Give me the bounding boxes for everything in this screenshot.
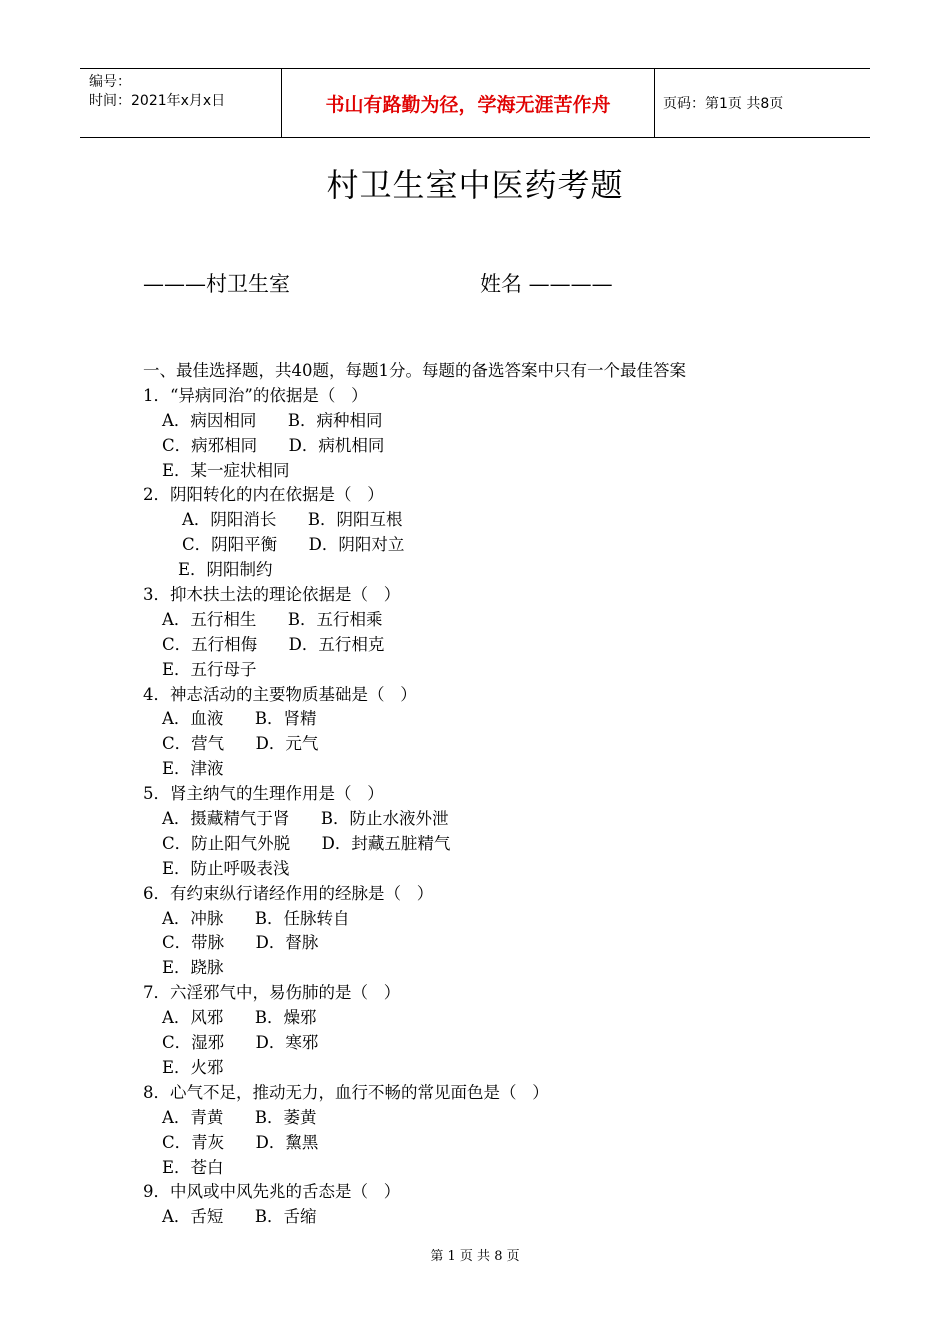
option-e: E．五行母子	[162, 659, 257, 679]
options-ab: A．摄藏精气于肾 B．防止水液外泄	[162, 809, 449, 829]
section-intro: 一、最佳选择题，共40题，每题1分。每题的备选答案中只有一个最佳答案	[143, 361, 686, 380]
code-label: 编号：	[89, 74, 131, 90]
document-header	[80, 68, 870, 138]
options-ab: A．舌短 B．舌缩	[162, 1207, 317, 1227]
page-footer: 第 1 页 共 8 页	[430, 1249, 520, 1264]
option-e: E．津液	[162, 759, 224, 779]
options-ab: A．血液 B．肾精	[162, 709, 317, 729]
page-title: 村卫生室中医药考题	[326, 166, 624, 204]
question-text: 3．抑木扶土法的理论依据是（ ）	[143, 585, 401, 605]
options-cd: C．带脉 D．督脉	[162, 933, 319, 953]
header-page-info: 页码：第1页 共8页	[663, 96, 784, 112]
options-cd: C．防止阳气外脱 D．封藏五脏精气	[162, 833, 451, 853]
options-ab: A．冲脉 B．任脉转自	[162, 908, 350, 928]
options-ab: A．青黄 B．萎黄	[162, 1107, 317, 1127]
question-text: 4．神志活动的主要物质基础是（ ）	[143, 684, 417, 704]
options-cd: C．营气 D．元气	[162, 734, 319, 754]
question-text: 7．六淫邪气中，易伤肺的是（ ）	[143, 983, 401, 1003]
options-cd: C．病邪相同 D．病机相同	[162, 435, 385, 455]
option-e: E．苍白	[162, 1157, 224, 1177]
question-text: 8．心气不足，推动无力，血行不畅的常见面色是（ ）	[143, 1082, 549, 1102]
header-divider	[654, 69, 655, 137]
question-text: 1．“异病同治”的依据是（ ）	[143, 385, 368, 405]
options-ab: A．五行相生 B．五行相乘	[162, 609, 383, 629]
question-text: 6．有约束纵行诸经作用的经脉是（ ）	[143, 883, 434, 903]
option-e: E．防止呼吸表浅	[162, 858, 290, 878]
option-e: E．火邪	[162, 1057, 224, 1077]
clinic-field: ———村卫生室	[143, 272, 290, 296]
options-ab: A．病因相同 B．病种相同	[162, 410, 383, 430]
question-list	[143, 359, 686, 1230]
header-meta	[89, 73, 225, 111]
option-e: E．跷脉	[162, 958, 224, 978]
name-field: 姓名 ————	[480, 272, 613, 296]
question-text: 5．肾主纳气的生理作用是（ ）	[143, 784, 384, 804]
options-cd: C．阴阳平衡 D．阴阳对立	[182, 535, 405, 555]
question-text: 2．阴阳转化的内在依据是（ ）	[143, 485, 384, 505]
options-cd: C．青灰 D．黧黑	[162, 1132, 319, 1152]
header-motto: 书山有路勤为径，学海无涯苦作舟	[325, 93, 611, 116]
options-ab: A．风邪 B．燥邪	[162, 1008, 317, 1028]
options-ab: A．阴阳消长 B．阴阳互根	[182, 510, 403, 530]
options-cd: C．五行相侮 D．五行相克	[162, 634, 385, 654]
options-cd: C．湿邪 D．寒邪	[162, 1033, 319, 1053]
option-e: E．阴阳制约	[178, 560, 273, 580]
option-e: E．某一症状相同	[162, 460, 290, 480]
question-text: 9．中风或中风先兆的舌态是（ ）	[143, 1182, 401, 1202]
time-label: 时间：2021年x月x日	[89, 93, 226, 109]
